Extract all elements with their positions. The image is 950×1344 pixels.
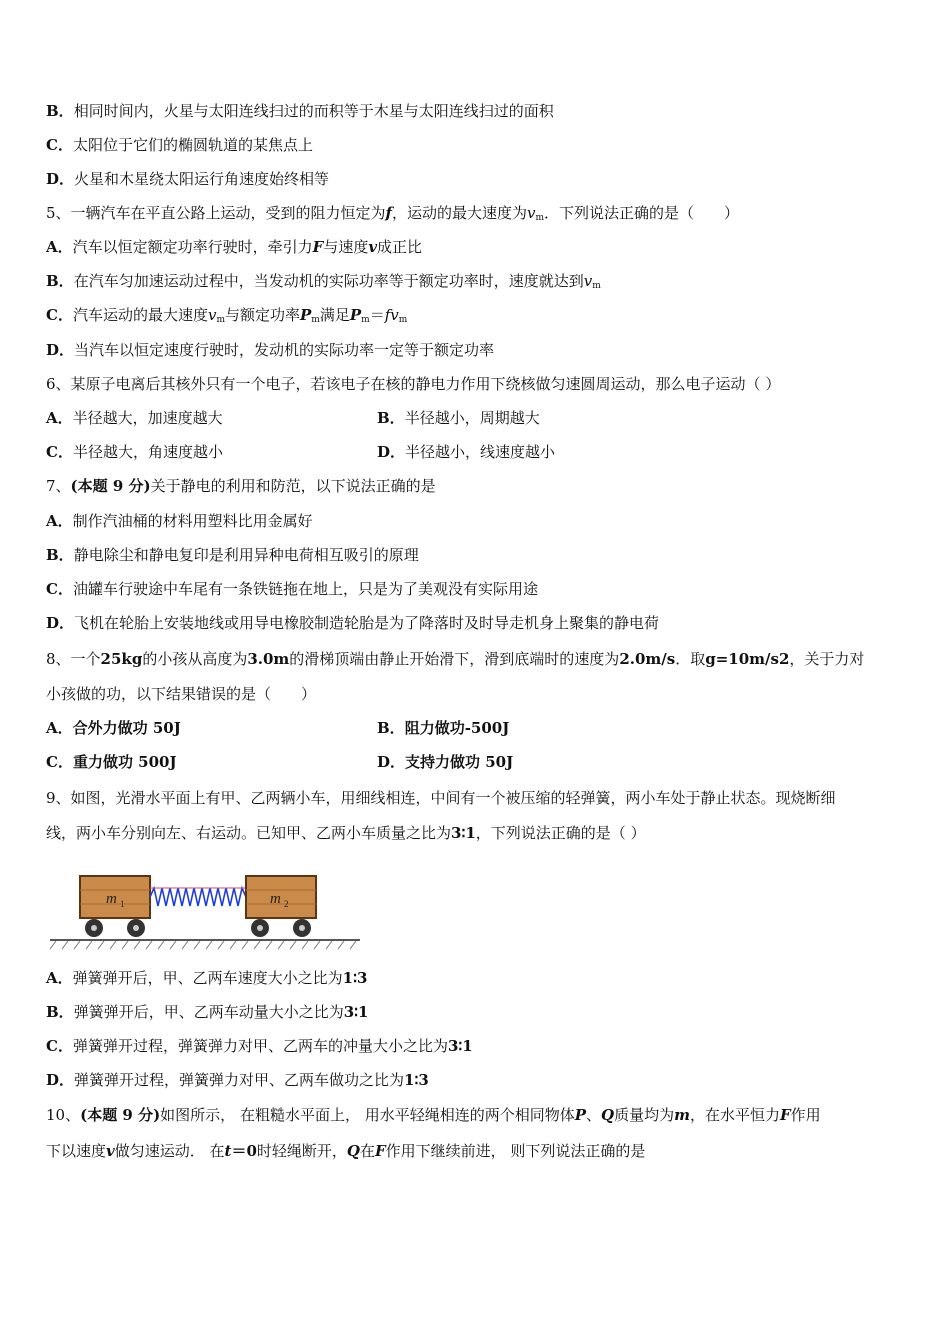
q9-option-a: A．弹簧弹开后，甲、乙两车速度大小之比为1∶3 [46, 969, 368, 987]
q7-option-d: D．飞机在轮胎上安装地线或用导电橡胶制造轮胎是为了降落时及时导走机身上聚集的静电荷 [46, 614, 660, 632]
q6-option-b: B．半径越小，周期越大 [377, 409, 540, 427]
q7-stem: 7、(本题 9 分)关于静电的利用和防范，以下说法正确的是 [46, 477, 436, 495]
carts-spring-figure [46, 866, 366, 952]
cart-m2-label: m [270, 891, 281, 907]
q7-option-b: B．静电除尘和静电复印是利用异种电荷相互吸引的原理 [46, 546, 419, 564]
q5-stem: 5、一辆汽车在平直公路上运动，受到的阻力恒定为f，运动的最大速度为$v_m$．下列说法正确的是（ ） [46, 204, 740, 223]
q6-option-c: C．半径越大，角速度越小 [46, 443, 223, 461]
q8-stem-line1: 8、一个25kg的小孩从高度为3.0m的滑梯顶端由静止开始滑下，滑到底端时的速度为2.0m/s．取g=10m/s2，关于力对 [46, 650, 865, 668]
q10-stem-line1: 10、(本题 9 分)如图所示， 在粗糙水平面上， 用水平轻绳相连的两个相同物体P、Q质量均为m，在水平恒力F作用 [46, 1106, 821, 1124]
q5-option-a: A．汽车以恒定额定功率行驶时，牵引力F与速度v成正比 [46, 238, 423, 256]
q10-stem-line2: 下以速度v做匀速运动． 在t＝0时轻绳断开，Q在F作用下继续前进， 则下列说法正确的是 [46, 1142, 646, 1160]
q5-option-d: D．当汽车以恒定速度行驶时，发动机的实际功率一定等于额定功率 [46, 341, 495, 359]
q8-option-d: D．支持力做功 50J [377, 753, 514, 771]
q4-option-c: C．太阳位于它们的椭圆轨道的某焦点上 [46, 136, 313, 154]
cart-m2-subscript: 2 [284, 899, 289, 909]
q5-option-c: C．汽车运动的最大速度$v_m$与额定功率$P_m$满足$P_m=fv_m$ [46, 306, 408, 325]
q7-option-a: A．制作汽油桶的材料用塑料比用金属好 [46, 512, 313, 530]
cart-m2 [246, 876, 316, 918]
q9-option-c: C．弹簧弹开过程，弹簧弹力对甲、乙两车的冲量大小之比为3∶1 [46, 1037, 473, 1055]
q4-option-b: B．相同时间内，火星与太阳连线扫过的而积等于木星与太阳连线扫过的面积 [46, 102, 554, 120]
q5-option-b: B．在汽车匀加速运动过程中，当发动机的实际功率等于额定功率时，速度就达到$v_m$ [46, 272, 601, 291]
compressed-spring [150, 888, 246, 906]
ground-hatching [50, 941, 356, 949]
q6-option-a: A．半径越大，加速度越大 [46, 409, 223, 427]
q9-stem-line2: 线，两小车分别向左、右运动。已知甲、乙两小车质量之比为3∶1，下列说法正确的是（ ） [46, 824, 646, 842]
cart-m1-label: m [106, 891, 117, 907]
cart-m1-subscript: 1 [120, 899, 125, 909]
q8-option-c: C．重力做功 500J [46, 753, 177, 771]
q8-stem-line2: 小孩做的功，以下结果错误的是（ ） [46, 685, 317, 703]
q7-option-c: C．油罐车行驶途中车尾有一条铁链拖在地上，只是为了美观没有实际用途 [46, 580, 538, 598]
q9-stem-line1: 9、如图，光滑水平面上有甲、乙两辆小车，用细线相连，中间有一个被压缩的轻弹簧，两小车处于静止状态。现烧断细 [46, 789, 836, 807]
q6-stem: 6、某原子电离后其核外只有一个电子，若该电子在核的静电力作用下绕核做匀速圆周运动，那么电子运动（ ） [46, 375, 781, 393]
q6-option-d: D．半径越小，线速度越小 [377, 443, 556, 461]
q4-option-d: D．火星和木星绕太阳运行角速度始终相等 [46, 170, 330, 188]
q9-option-d: D．弹簧弹开过程，弹簧弹力对甲、乙两车做功之比为1∶3 [46, 1071, 429, 1089]
q8-option-a: A．合外力做功 50J [46, 719, 181, 737]
q9-option-b: B．弹簧弹开后，甲、乙两车动量大小之比为3∶1 [46, 1003, 369, 1021]
q8-option-b: B．阻力做功-500J [377, 719, 510, 737]
